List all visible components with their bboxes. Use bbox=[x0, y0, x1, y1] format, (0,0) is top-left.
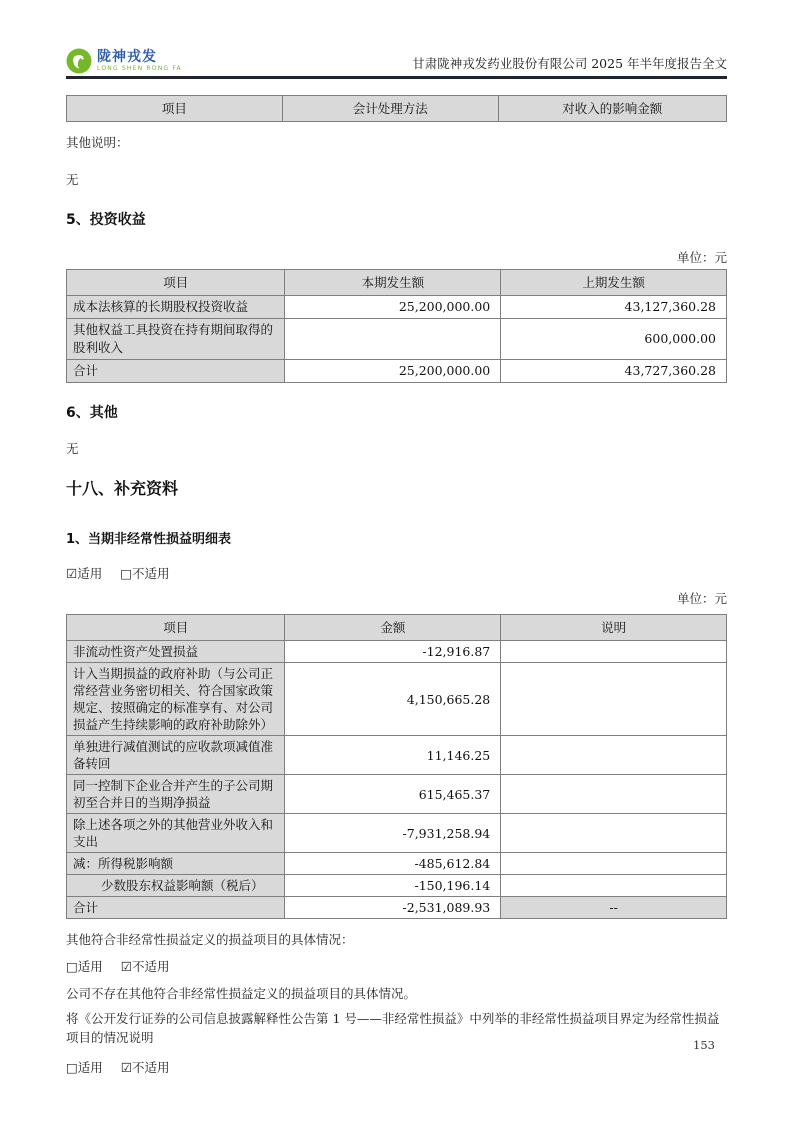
row-amount: -12,916.87 bbox=[285, 641, 501, 663]
none-text: 无 bbox=[66, 441, 79, 456]
row-item-label: 计入当期损益的政府补助（与公司正常经营业务密切相关、符合国家政策规定、按照确定的标准享有、对公司损益产生持续影响的政府补助除外） bbox=[67, 663, 285, 736]
row-item-label: 除上述各项之外的其他营业外收入和支出 bbox=[67, 814, 285, 853]
section-heading-other: 6、其他 bbox=[66, 405, 118, 421]
none-text: 无 bbox=[66, 172, 79, 187]
section-heading-supplementary: 十八、补充资料 bbox=[66, 479, 179, 498]
no-other-items-text: 公司不存在其他符合非经常性损益定义的损益项目的具体情况。 bbox=[66, 986, 417, 1001]
col-header-prior-period: 上期发生额 bbox=[501, 270, 727, 296]
specific-situation-label: 其他符合非经常性损益定义的损益项目的具体情况： bbox=[66, 932, 354, 947]
row-item-label: 合计 bbox=[67, 360, 285, 383]
company-logo bbox=[66, 48, 182, 74]
row-item-label: 合计 bbox=[67, 897, 285, 919]
page-header bbox=[66, 46, 727, 74]
col-header-amount: 金额 bbox=[285, 615, 501, 641]
table-header-row bbox=[67, 96, 727, 122]
checkbox-applicable-checked: ☑适用 bbox=[66, 566, 103, 581]
row-note bbox=[501, 663, 727, 736]
col-header-note: 说明 bbox=[501, 615, 727, 641]
section-heading-non-recurring-detail: 1、当期非经常性损益明细表 bbox=[66, 532, 232, 547]
checkbox-not-applicable-unchecked: □不适用 bbox=[120, 566, 170, 581]
table-row bbox=[67, 875, 727, 897]
row-prior-value: 43,727,360.28 bbox=[501, 360, 727, 383]
header-divider bbox=[66, 76, 727, 79]
unit-label: 单位：元 bbox=[676, 250, 727, 265]
row-amount: 615,465.37 bbox=[285, 775, 501, 814]
col-header-item: 项目 bbox=[67, 615, 285, 641]
applicability-checkboxes bbox=[66, 1058, 727, 1076]
row-amount: -7,931,258.94 bbox=[285, 814, 501, 853]
table-row bbox=[67, 319, 727, 360]
investment-income-table bbox=[66, 269, 727, 383]
row-amount: -150,196.14 bbox=[285, 875, 501, 897]
row-current-value: 25,200,000.00 bbox=[285, 296, 501, 319]
company-logo-icon bbox=[66, 48, 92, 74]
col-header-item: 项目 bbox=[67, 270, 285, 296]
table-row-total bbox=[67, 360, 727, 383]
applicability-checkboxes bbox=[66, 957, 727, 975]
row-note bbox=[501, 853, 727, 875]
table-row bbox=[67, 814, 727, 853]
row-note bbox=[501, 641, 727, 663]
checkbox-not-applicable-checked: ☑不适用 bbox=[120, 1060, 170, 1075]
row-item-label: 成本法核算的长期股权投资收益 bbox=[67, 296, 285, 319]
table-header-row bbox=[67, 615, 727, 641]
row-amount: -485,612.84 bbox=[285, 853, 501, 875]
table-row bbox=[67, 853, 727, 875]
row-amount: 4,150,665.28 bbox=[285, 663, 501, 736]
row-item-label: 单独进行减值测试的应收款项减值准备转回 bbox=[67, 736, 285, 775]
logo-name-en: LONG SHEN RONG FA bbox=[97, 65, 182, 72]
applicability-checkboxes bbox=[66, 564, 727, 582]
row-item-label: 减：所得税影响额 bbox=[67, 853, 285, 875]
accounting-treatment-table bbox=[66, 95, 727, 122]
unit-label: 单位：元 bbox=[676, 591, 727, 606]
table-row bbox=[67, 663, 727, 736]
row-note: -- bbox=[501, 897, 727, 919]
row-item-label: 非流动性资产处置损益 bbox=[67, 641, 285, 663]
table-row-total bbox=[67, 897, 727, 919]
row-current-value bbox=[285, 319, 501, 360]
other-note-label: 其他说明： bbox=[66, 135, 129, 150]
logo-name-cn: 陇神戎发 bbox=[97, 49, 157, 65]
row-item-label: 其他权益工具投资在持有期间取得的股利收入 bbox=[67, 319, 285, 360]
table-row bbox=[67, 775, 727, 814]
row-note bbox=[501, 814, 727, 853]
checkbox-applicable-unchecked: □适用 bbox=[66, 959, 103, 974]
table-row bbox=[67, 641, 727, 663]
page-number: 153 bbox=[693, 1038, 715, 1052]
table-header-row bbox=[67, 270, 727, 296]
row-prior-value: 43,127,360.28 bbox=[501, 296, 727, 319]
row-item-label: 同一控制下企业合并产生的子公司期初至合并日的当期净损益 bbox=[67, 775, 285, 814]
row-amount: -2,531,089.93 bbox=[285, 897, 501, 919]
company-logo-text bbox=[97, 50, 182, 72]
col-header-item: 项目 bbox=[67, 96, 283, 122]
row-amount: 11,146.25 bbox=[285, 736, 501, 775]
non-recurring-items-table bbox=[66, 614, 727, 919]
table-row bbox=[67, 296, 727, 319]
definition-note-text: 将《公开发行证券的公司信息披露解释性公告第 1 号——非经常性损益》中列举的非经常性损益项目界定为经常性损益项目的情况说明 bbox=[66, 1011, 720, 1045]
section-heading-investment-income: 5、投资收益 bbox=[66, 212, 146, 228]
row-note bbox=[501, 875, 727, 897]
checkbox-applicable-unchecked: □适用 bbox=[66, 1060, 103, 1075]
row-note bbox=[501, 736, 727, 775]
col-header-method: 会计处理方法 bbox=[282, 96, 498, 122]
row-prior-value: 600,000.00 bbox=[501, 319, 727, 360]
row-item-label: 少数股东权益影响额（税后） bbox=[67, 875, 285, 897]
col-header-current-period: 本期发生额 bbox=[285, 270, 501, 296]
col-header-income-impact: 对收入的影响金额 bbox=[498, 96, 726, 122]
row-note bbox=[501, 775, 727, 814]
table-row bbox=[67, 736, 727, 775]
report-title: 甘肃陇神戎发药业股份有限公司 2025 年半年度报告全文 bbox=[412, 56, 727, 71]
row-current-value: 25,200,000.00 bbox=[285, 360, 501, 383]
checkbox-not-applicable-checked: ☑不适用 bbox=[120, 959, 170, 974]
